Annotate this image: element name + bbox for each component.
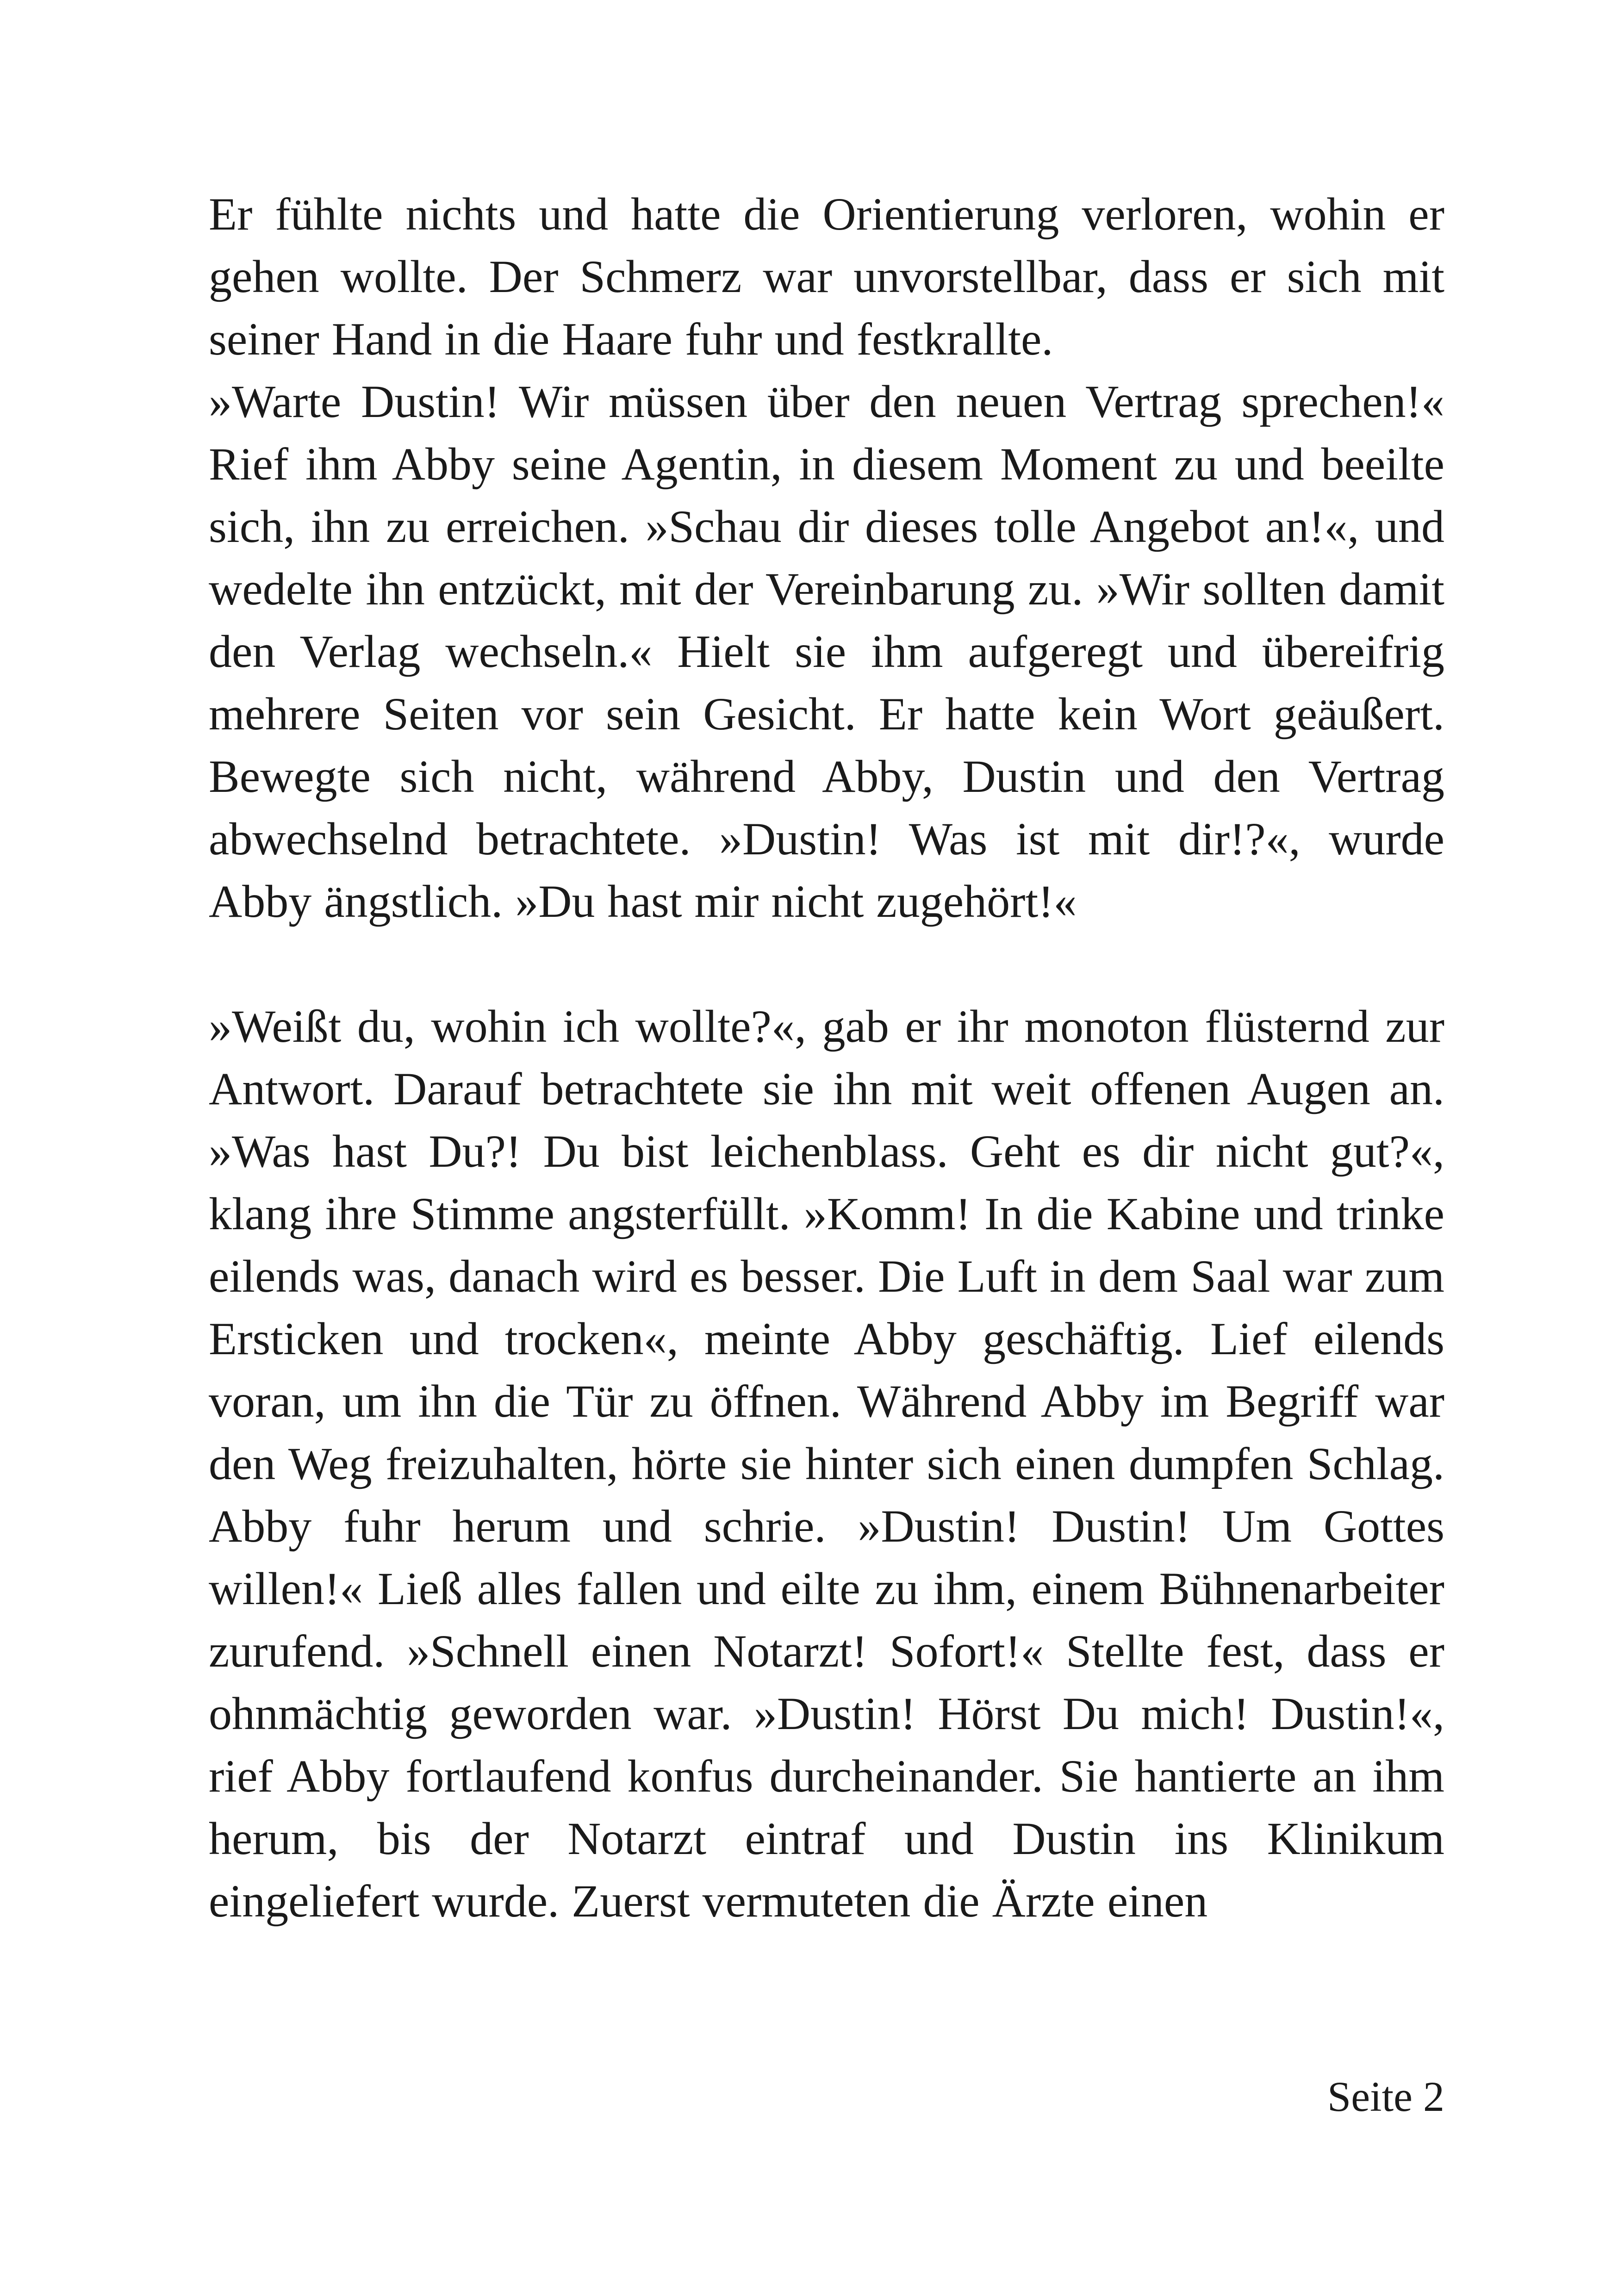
body-text [209,183,1444,1932]
paragraph-1: Er fühlte nichts und hatte die Orientierung verloren, wohin er gehen wollte. Der Schmerz war unvorstellbar, dass er sich mit seiner Hand in die Haare fuhr und festkrallte. [209,188,1444,365]
paragraph-3: »Weißt du, wohin ich wollte?«, gab er ihr monoton flüsternd zur Antwort. Darauf betrachtete sie ihn mit weit offenen Augen an. »Was hast Du?! Du bist leichenblass. Geht es dir nicht gut?«, klang ihre Stimme angsterfüllt. »Komm! In die Kabine und trinke eilends was, danach wird es besser. Die Luft in dem Saal war zum Ersticken und trocken«, meinte Abby geschäftig. Lief eilends voran, um ihn die Tür zu öffnen. Während Abby im Begriff war den Weg freizuhalten, hörte sie hinter sich einen dumpfen Schlag. Abby fuhr herum und schrie. »Dustin! Dustin! Um Gottes willen!« Ließ alles fallen und eilte zu ihm, einem Bühnenarbeiter zurufend. »Schnell einen Notarzt! Sofort!« Stellte fest, dass er ohnmächtig geworden war. »Dustin! Hörst Du mich! Dustin!«, rief Abby fortlaufend konfus durcheinander. Sie hantierte an ihm herum, bis der Notarzt eintraf und Dustin ins Klinikum eingeliefert wurde. Zuerst vermuteten die Ärzte einen [209,1001,1444,1927]
paragraph-2: »Warte Dustin! Wir müssen über den neuen Vertrag sprechen!« Rief ihm Abby seine Agentin, in diesem Moment zu und beeilte sich, ihn zu erreichen. »Schau dir dieses tolle Angebot an!«, und wedelte ihn entzückt, mit der Vereinbarung zu. »Wir sollten damit den Verlag wechseln.« Hielt sie ihm aufgeregt und übereifrig mehrere Seiten vor sein Gesicht. Er hatte kein Wort geäußert. Bewegte sich nicht, während Abby, Dustin und den Vertrag abwechselnd betrachtete. »Dustin! Was ist mit dir!?«, wurde Abby ängstlich. »Du hast mir nicht zugehört!« [209,376,1444,927]
page-number: Seite 2 [1327,2073,1444,2120]
paragraph-spacer [209,933,1444,995]
